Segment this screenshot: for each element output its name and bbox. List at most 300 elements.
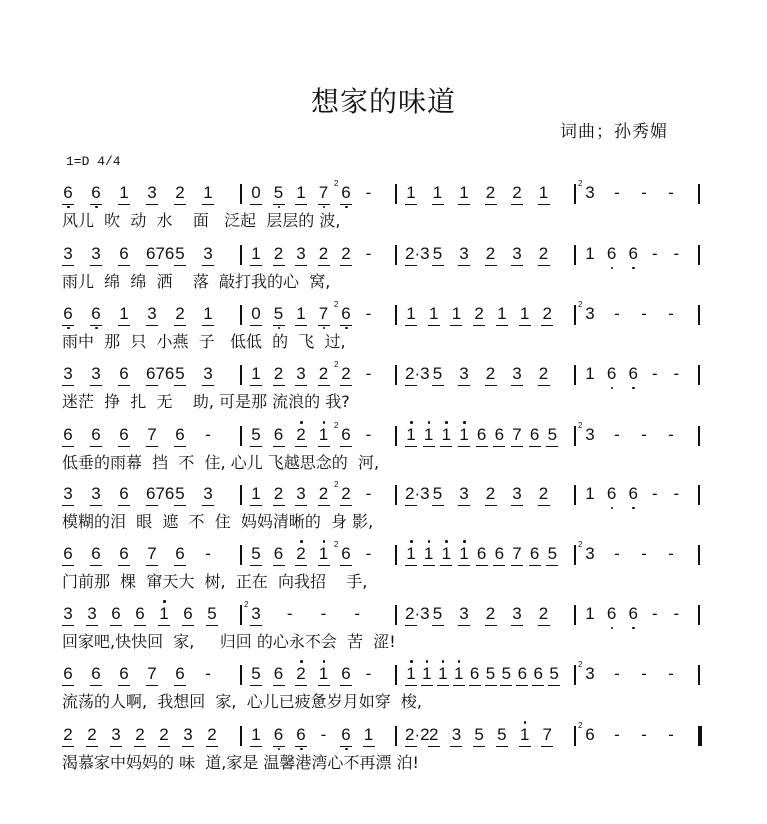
- note: 1: [519, 303, 531, 326]
- note: 6: [134, 603, 146, 626]
- barline: [240, 545, 242, 565]
- grace-note: 2: [334, 421, 339, 430]
- note: 1: [405, 303, 417, 326]
- note: 1: [363, 724, 375, 747]
- note: 1: [538, 182, 550, 205]
- note: 2 6: [340, 543, 352, 566]
- score-row: [62, 471, 702, 531]
- note: 6: [90, 424, 102, 447]
- note: 6: [476, 424, 488, 447]
- note: 5: [174, 483, 186, 506]
- note: 3: [202, 243, 214, 266]
- note: 1: [405, 543, 417, 566]
- note: 6: [476, 543, 488, 566]
- note: 1: [428, 303, 440, 326]
- note: 2: [273, 243, 285, 266]
- note: 2: [511, 182, 523, 205]
- lyric-line: 雨儿 绵 绵 洒 落 敲打我的心 窝,: [62, 272, 331, 291]
- note: 7: [318, 303, 330, 326]
- note: 1: [318, 424, 330, 447]
- note: 2: [295, 543, 307, 566]
- barline: [574, 245, 576, 265]
- notation-line: [62, 360, 702, 387]
- note: 2: [485, 483, 497, 506]
- note: 3: [62, 603, 74, 626]
- barline: [240, 245, 242, 265]
- note: 2 6: [340, 424, 352, 447]
- note: 2·3: [405, 603, 417, 626]
- note: 3: [511, 243, 523, 266]
- note: -: [365, 244, 372, 263]
- note: 2·3: [405, 243, 417, 266]
- note: 3: [110, 724, 122, 747]
- note: 1: [585, 604, 595, 623]
- barline: [574, 305, 576, 325]
- note: 2: [538, 483, 550, 506]
- note: 1: [250, 724, 262, 747]
- barline: [395, 605, 397, 625]
- note: 5: [432, 483, 444, 506]
- note: 1: [423, 424, 435, 447]
- note: -: [614, 664, 620, 683]
- note: 5: [250, 424, 262, 447]
- note: 6: [295, 724, 307, 747]
- score-row: [62, 231, 702, 291]
- note: 0: [250, 303, 262, 326]
- note: -: [365, 425, 372, 444]
- note: 6: [110, 603, 122, 626]
- note: 1: [421, 663, 433, 686]
- notation-line: [62, 421, 702, 448]
- barline-end: [698, 365, 700, 385]
- barline: [395, 184, 397, 204]
- note: 1: [440, 424, 452, 447]
- lyric-line: 流荡的人啊, 我想回 家, 心儿已疲惫岁月如穿 梭,: [62, 692, 422, 711]
- note: 2: [273, 363, 285, 386]
- note: -: [205, 544, 211, 563]
- note: 6: [628, 244, 638, 263]
- note: -: [614, 725, 620, 744]
- note: 5: [174, 243, 186, 266]
- note: 3: [511, 603, 523, 626]
- note: 6: [529, 543, 541, 566]
- note: 1: [118, 182, 130, 205]
- note: -: [614, 183, 620, 202]
- lyric-line: 风儿 吹 动 水 面 泛起 层层的 波,: [62, 211, 341, 230]
- note: 2: [318, 243, 330, 266]
- note: 2: [318, 363, 330, 386]
- barline: [574, 665, 576, 685]
- note: 2: [134, 724, 146, 747]
- note: -: [641, 304, 647, 323]
- note: 2: [538, 603, 550, 626]
- barline: [240, 426, 242, 446]
- note: 5: [546, 424, 558, 447]
- note: 2 6: [584, 724, 596, 746]
- note: 2: [538, 363, 550, 386]
- note: 6: [62, 303, 74, 326]
- notation-line: [62, 480, 702, 507]
- note: 1: [450, 303, 462, 326]
- note: -: [668, 725, 674, 744]
- notation-line: [62, 721, 702, 748]
- note: 6: [62, 424, 74, 447]
- note: -: [614, 304, 620, 323]
- note: 1: [519, 724, 531, 747]
- note: 3: [458, 603, 470, 626]
- note: 1: [458, 424, 470, 447]
- note: 6: [340, 724, 352, 747]
- notation-line: [62, 660, 702, 687]
- note: 2 2: [340, 363, 352, 386]
- note: 5: [432, 243, 444, 266]
- note: -: [668, 304, 674, 323]
- note: 6: [174, 543, 186, 566]
- note: 6: [532, 663, 544, 686]
- note: 2 3: [584, 182, 596, 204]
- song-title: 想家的味道: [310, 85, 456, 118]
- barline-end: [698, 305, 700, 325]
- note: 6: [273, 663, 285, 686]
- note: 1: [453, 663, 465, 686]
- notation-line: [62, 179, 702, 206]
- score-row: [62, 412, 702, 472]
- note: 6: [606, 604, 617, 623]
- note: 2 3: [250, 603, 262, 626]
- note: -: [354, 604, 361, 623]
- note: 6: [628, 604, 638, 623]
- note: 3: [295, 243, 307, 266]
- note: 6: [493, 543, 505, 566]
- note: 2: [428, 724, 440, 747]
- note: 7: [146, 663, 158, 686]
- barline-end: [698, 485, 700, 505]
- note: -: [673, 484, 680, 503]
- note: -: [641, 425, 647, 444]
- note: 1: [405, 182, 417, 205]
- note: 3: [146, 182, 158, 205]
- grace-note: 2: [578, 179, 583, 188]
- note: -: [673, 604, 680, 623]
- note: 6: [606, 244, 617, 263]
- grace-note: 2: [578, 721, 583, 730]
- note: -: [668, 425, 674, 444]
- note: -: [365, 364, 372, 383]
- note: 2: [86, 724, 98, 747]
- note: -: [365, 664, 372, 683]
- note: 6: [174, 424, 186, 447]
- note: 5: [485, 663, 497, 686]
- lyric-line: 渴慕家中妈妈的 味 道,家是 温馨港湾心不再漂 泊!: [62, 753, 419, 772]
- barline: [574, 605, 576, 625]
- note: 1: [458, 182, 470, 205]
- note: 5: [250, 543, 262, 566]
- note: 3: [90, 363, 102, 386]
- note: 2: [485, 182, 497, 205]
- note: -: [641, 544, 647, 563]
- score-row: [62, 170, 702, 230]
- grace-note: 2: [578, 540, 583, 549]
- note: 1: [585, 244, 595, 263]
- lyric-line: 迷茫 挣 扎 无 助, 可是那 流浪的 我?: [62, 392, 350, 411]
- note: 6: [90, 663, 102, 686]
- note: -: [641, 664, 647, 683]
- note: 2: [158, 724, 170, 747]
- note: 6: [340, 663, 352, 686]
- note: 5: [496, 724, 508, 747]
- note: 6: [174, 663, 186, 686]
- barline: [395, 665, 397, 685]
- note: 6: [118, 424, 130, 447]
- note: 1: [295, 303, 307, 326]
- note: 2: [485, 363, 497, 386]
- barline-end: [698, 605, 700, 625]
- note: 2 3: [584, 543, 596, 565]
- note: 2: [340, 243, 352, 266]
- note: 5: [500, 663, 512, 686]
- notation-line: [62, 300, 702, 327]
- grace-note: 2: [334, 540, 339, 549]
- note: 2: [174, 182, 186, 205]
- note: 3: [458, 363, 470, 386]
- note: 3: [62, 483, 74, 506]
- notation-line: [62, 600, 702, 627]
- grace-note: 2: [334, 300, 339, 309]
- note: 2 6: [340, 303, 352, 326]
- note: 2·2: [405, 724, 417, 747]
- note: 1: [202, 303, 214, 326]
- note: 2: [473, 303, 485, 326]
- note: 1: [118, 303, 130, 326]
- key-signature: 1=D 4/4: [66, 154, 121, 169]
- barline-end: [698, 665, 700, 685]
- score-row: [62, 591, 702, 651]
- note: -: [320, 725, 327, 744]
- note: 1: [250, 363, 262, 386]
- barline: [395, 305, 397, 325]
- note: 2: [206, 724, 218, 747]
- note: 6: [529, 424, 541, 447]
- note: 1: [250, 243, 262, 266]
- note: -: [668, 544, 674, 563]
- barline: [240, 605, 242, 625]
- note: 1: [458, 543, 470, 566]
- note: 6: [118, 483, 130, 506]
- note: 6: [118, 663, 130, 686]
- note: 2 3: [584, 663, 596, 685]
- note: 6: [273, 543, 285, 566]
- barline: [574, 184, 576, 204]
- barline: [395, 545, 397, 565]
- note: 2: [541, 303, 553, 326]
- score-row: [62, 351, 702, 411]
- barline: [574, 365, 576, 385]
- note: -: [365, 183, 372, 202]
- grace-note: 2: [578, 300, 583, 309]
- barline-end: [698, 726, 702, 746]
- notation-line: [62, 540, 702, 567]
- note: 6: [62, 663, 74, 686]
- note: -: [673, 364, 680, 383]
- barline: [240, 305, 242, 325]
- note: 2: [62, 724, 74, 747]
- note: 676: [146, 243, 158, 266]
- note: 6: [118, 243, 130, 266]
- note: 5: [174, 363, 186, 386]
- note: -: [651, 244, 658, 263]
- note: 5: [206, 603, 218, 626]
- note: 6: [90, 182, 102, 205]
- barline: [240, 726, 242, 746]
- note: 7: [318, 182, 330, 205]
- note: 6: [606, 484, 617, 503]
- note: 2: [295, 424, 307, 447]
- note: 1: [440, 543, 452, 566]
- note: 1: [496, 303, 508, 326]
- note: 1: [295, 182, 307, 205]
- note: 5: [548, 663, 560, 686]
- barline: [395, 485, 397, 505]
- note: -: [651, 484, 658, 503]
- note: 3: [511, 483, 523, 506]
- grace-note: 2: [334, 480, 339, 489]
- note: 1: [585, 484, 595, 503]
- note: 6: [273, 724, 285, 747]
- note: 2 6: [340, 182, 352, 205]
- grace-note: 2: [578, 421, 583, 430]
- note: 2: [318, 483, 330, 506]
- note: 6: [273, 424, 285, 447]
- note: 1: [405, 663, 417, 686]
- lyric-line: 雨中 那 只 小燕 子 低低 的 飞 过,: [62, 332, 346, 351]
- lyric-line: 回家吧,快快回 家, 归回 的心永不会 苦 涩!: [62, 632, 396, 651]
- note: 5: [273, 303, 285, 326]
- notation-line: [62, 243, 702, 267]
- grace-note: 2: [334, 179, 339, 188]
- grace-note: 2: [244, 600, 249, 609]
- note: 3: [458, 483, 470, 506]
- note: 3: [182, 724, 194, 747]
- note: 2: [174, 303, 186, 326]
- note: 6: [469, 663, 481, 686]
- note: 6: [118, 543, 130, 566]
- note: 3: [62, 243, 74, 266]
- note: 2 3: [584, 424, 596, 446]
- note: 5: [273, 182, 285, 205]
- note: -: [320, 604, 327, 623]
- note: 6: [182, 603, 194, 626]
- lyric-line: 低垂的雨幕 挡 不 住, 心儿 飞越思念的 河,: [62, 453, 380, 472]
- note: 3: [146, 303, 158, 326]
- note: 2: [273, 483, 285, 506]
- note: 2·3: [405, 363, 417, 386]
- note: 676: [146, 363, 158, 386]
- note: 1: [423, 543, 435, 566]
- barline-end: [698, 426, 700, 446]
- barline: [395, 365, 397, 385]
- barline: [395, 726, 397, 746]
- note: 3: [90, 483, 102, 506]
- lyric-line: 门前那 棵 窜天大 树, 正在 向我招 手,: [62, 572, 368, 591]
- note: -: [651, 364, 658, 383]
- note: 1: [318, 543, 330, 566]
- note: 3: [62, 363, 74, 386]
- note: -: [651, 604, 658, 623]
- barline: [574, 726, 576, 746]
- note: 6: [493, 424, 505, 447]
- note: 3: [86, 603, 98, 626]
- note: 3: [295, 483, 307, 506]
- credit: 词曲；孙秀媚: [560, 122, 668, 142]
- note: 2 3: [584, 303, 596, 325]
- note: 2 2: [340, 483, 352, 506]
- note: 7: [146, 543, 158, 566]
- note: 1: [437, 663, 449, 686]
- note: -: [614, 544, 620, 563]
- note: 5: [473, 724, 485, 747]
- barline: [395, 426, 397, 446]
- barline: [240, 184, 242, 204]
- note: 6: [516, 663, 528, 686]
- note: -: [668, 664, 674, 683]
- score-row: [62, 651, 702, 711]
- note: 2: [295, 663, 307, 686]
- note: 1: [585, 364, 595, 383]
- barline-end: [698, 545, 700, 565]
- note: 1: [250, 483, 262, 506]
- barline: [395, 245, 397, 265]
- note: 1: [432, 182, 444, 205]
- note: 6: [628, 364, 638, 383]
- note: 7: [511, 424, 523, 447]
- barline: [574, 426, 576, 446]
- barline: [240, 365, 242, 385]
- note: 676: [146, 483, 158, 506]
- note: 6: [90, 303, 102, 326]
- note: -: [286, 604, 293, 623]
- note: 7: [511, 543, 523, 566]
- note: 7: [541, 724, 553, 747]
- note: 5: [432, 363, 444, 386]
- note: 3: [202, 483, 214, 506]
- note: 1: [318, 663, 330, 686]
- note: -: [365, 544, 372, 563]
- note: 1: [405, 424, 417, 447]
- score-row: [62, 291, 702, 351]
- barline: [574, 545, 576, 565]
- note: -: [614, 425, 620, 444]
- note: -: [205, 425, 211, 444]
- note: 6: [606, 364, 617, 383]
- note: 6: [90, 543, 102, 566]
- note: -: [641, 725, 647, 744]
- note: 3: [458, 243, 470, 266]
- barline: [240, 665, 242, 685]
- note: -: [205, 664, 211, 683]
- note: -: [365, 484, 372, 503]
- note: 2: [485, 243, 497, 266]
- note: 6: [628, 484, 638, 503]
- score-row: [62, 531, 702, 591]
- note: -: [365, 304, 372, 323]
- note: 1: [202, 182, 214, 205]
- note: 6: [62, 182, 74, 205]
- note: 2·3: [405, 483, 417, 506]
- note: 2: [538, 243, 550, 266]
- note: 3: [202, 363, 214, 386]
- barline: [240, 485, 242, 505]
- note: 6: [118, 363, 130, 386]
